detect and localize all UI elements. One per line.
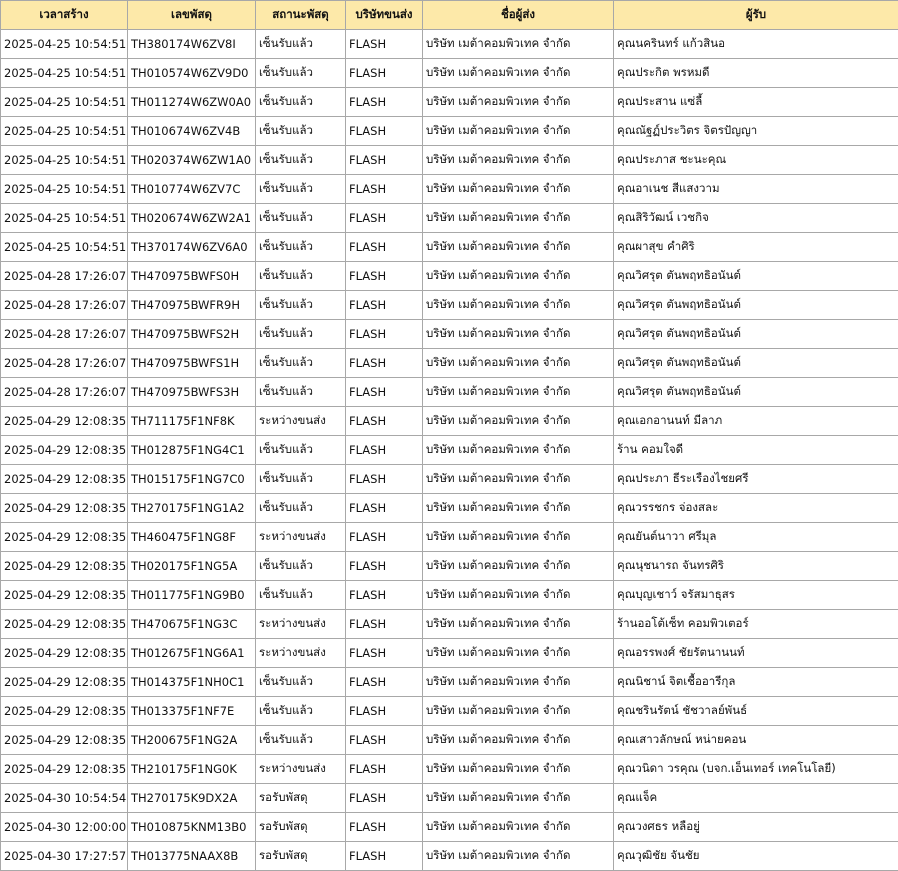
table-row[interactable]: [1, 436, 898, 465]
created-time-cell[interactable]: 2025-04-25 10:54:51: [1, 88, 128, 117]
header-parcel-status[interactable]: สถานะพัสดุ: [256, 1, 346, 30]
status-cell[interactable]: รอรับพัสดุ: [256, 842, 346, 871]
header-row: [1, 1, 898, 30]
tracking-number-cell[interactable]: TH711175F1NF8K: [128, 407, 256, 436]
recipient-cell[interactable]: คุณชรินรัตน์ ชัชวาลย์พันธ์: [614, 697, 898, 726]
recipient-cell[interactable]: คุณนครินทร์ แก้วสินอ: [614, 30, 898, 59]
carrier-cell[interactable]: FLASH: [346, 407, 423, 436]
carrier-cell[interactable]: FLASH: [346, 320, 423, 349]
table-row[interactable]: [1, 552, 898, 581]
status-cell[interactable]: เซ็นรับแล้ว: [256, 117, 346, 146]
table-row[interactable]: [1, 639, 898, 668]
sender-cell[interactable]: บริษัท เมต้าคอมพิวเทค จำกัด: [423, 523, 614, 552]
recipient-cell[interactable]: คุณประกิต พรหมดี: [614, 59, 898, 88]
recipient-cell[interactable]: คุณวิศรุต ตันพฤทธิอนันต์: [614, 349, 898, 378]
carrier-cell[interactable]: FLASH: [346, 784, 423, 813]
sender-cell[interactable]: บริษัท เมต้าคอมพิวเทค จำกัด: [423, 494, 614, 523]
recipient-cell[interactable]: คุณอาเนช สีแสงวาม: [614, 175, 898, 204]
created-time-cell[interactable]: 2025-04-29 12:08:35: [1, 610, 128, 639]
table-row[interactable]: [1, 233, 898, 262]
sender-cell[interactable]: บริษัท เมต้าคอมพิวเทค จำกัด: [423, 262, 614, 291]
table-body: [1, 30, 898, 871]
carrier-cell[interactable]: FLASH: [346, 88, 423, 117]
sender-cell[interactable]: บริษัท เมต้าคอมพิวเทค จำกัด: [423, 349, 614, 378]
sender-cell[interactable]: บริษัท เมต้าคอมพิวเทค จำกัด: [423, 88, 614, 117]
tracking-number-cell[interactable]: TH470975BWFR9H: [128, 291, 256, 320]
sender-cell[interactable]: บริษัท เมต้าคอมพิวเทค จำกัด: [423, 407, 614, 436]
table-row[interactable]: [1, 523, 898, 552]
status-cell[interactable]: เซ็นรับแล้ว: [256, 697, 346, 726]
recipient-cell[interactable]: คุณประสาน แซ่ลี้: [614, 88, 898, 117]
tracking-number-cell[interactable]: TH020374W6ZW1A0: [128, 146, 256, 175]
recipient-cell[interactable]: คุณนิชาน์ จิตเชื้ออารีกุล: [614, 668, 898, 697]
created-time-cell[interactable]: 2025-04-25 10:54:51: [1, 233, 128, 262]
sender-cell[interactable]: บริษัท เมต้าคอมพิวเทค จำกัด: [423, 813, 614, 842]
recipient-cell[interactable]: คุณณัฐฏ์ประวิตร จิตรปัญญา: [614, 117, 898, 146]
sender-cell[interactable]: บริษัท เมต้าคอมพิวเทค จำกัด: [423, 581, 614, 610]
carrier-cell[interactable]: FLASH: [346, 523, 423, 552]
recipient-cell[interactable]: คุณบุญเชาว์ จรัสมาธุสร: [614, 581, 898, 610]
tracking-number-cell[interactable]: TH210175F1NG0K: [128, 755, 256, 784]
header-carrier[interactable]: บริษัทขนส่ง: [346, 1, 423, 30]
recipient-cell[interactable]: ร้าน คอมใจดี: [614, 436, 898, 465]
created-time-cell[interactable]: 2025-04-28 17:26:07: [1, 291, 128, 320]
tracking-number-cell[interactable]: TH020175F1NG5A: [128, 552, 256, 581]
carrier-cell[interactable]: FLASH: [346, 668, 423, 697]
recipient-cell[interactable]: คุณประภา ธีระเรืองไชยศรี: [614, 465, 898, 494]
carrier-cell[interactable]: FLASH: [346, 175, 423, 204]
carrier-cell[interactable]: FLASH: [346, 59, 423, 88]
tracking-number-cell[interactable]: TH470975BWFS3H: [128, 378, 256, 407]
tracking-number-cell[interactable]: TH200675F1NG2A: [128, 726, 256, 755]
recipient-cell[interactable]: คุณประภาส ชะนะคุณ: [614, 146, 898, 175]
created-time-cell[interactable]: 2025-04-25 10:54:51: [1, 30, 128, 59]
sender-cell[interactable]: บริษัท เมต้าคอมพิวเทค จำกัด: [423, 204, 614, 233]
status-cell[interactable]: ระหว่างขนส่ง: [256, 523, 346, 552]
sender-cell[interactable]: บริษัท เมต้าคอมพิวเทค จำกัด: [423, 610, 614, 639]
recipient-cell[interactable]: คุณวงศธร หลือยู่: [614, 813, 898, 842]
created-time-cell[interactable]: 2025-04-25 10:54:51: [1, 204, 128, 233]
created-time-cell[interactable]: 2025-04-28 17:26:07: [1, 320, 128, 349]
carrier-cell[interactable]: FLASH: [346, 813, 423, 842]
table-row[interactable]: [1, 146, 898, 175]
sender-cell[interactable]: บริษัท เมต้าคอมพิวเทค จำกัด: [423, 639, 614, 668]
created-time-cell[interactable]: 2025-04-30 17:27:57: [1, 842, 128, 871]
carrier-cell[interactable]: FLASH: [346, 494, 423, 523]
tracking-number-cell[interactable]: TH010875KNM13B0: [128, 813, 256, 842]
status-cell[interactable]: ระหว่างขนส่ง: [256, 610, 346, 639]
created-time-cell[interactable]: 2025-04-29 12:08:35: [1, 523, 128, 552]
carrier-cell[interactable]: FLASH: [346, 755, 423, 784]
sender-cell[interactable]: บริษัท เมต้าคอมพิวเทค จำกัด: [423, 436, 614, 465]
tracking-number-cell[interactable]: TH012675F1NG6A1: [128, 639, 256, 668]
status-cell[interactable]: เซ็นรับแล้ว: [256, 552, 346, 581]
carrier-cell[interactable]: FLASH: [346, 581, 423, 610]
tracking-number-cell[interactable]: TH014375F1NH0C1: [128, 668, 256, 697]
sender-cell[interactable]: บริษัท เมต้าคอมพิวเทค จำกัด: [423, 697, 614, 726]
tracking-number-cell[interactable]: TH460475F1NG8F: [128, 523, 256, 552]
status-cell[interactable]: ระหว่างขนส่ง: [256, 755, 346, 784]
tracking-number-cell[interactable]: TH013775NAAX8B: [128, 842, 256, 871]
carrier-cell[interactable]: FLASH: [346, 639, 423, 668]
sender-cell[interactable]: บริษัท เมต้าคอมพิวเทค จำกัด: [423, 755, 614, 784]
header-recipient[interactable]: ผู้รับ: [614, 1, 898, 30]
sender-cell[interactable]: บริษัท เมต้าคอมพิวเทค จำกัด: [423, 146, 614, 175]
created-time-cell[interactable]: 2025-04-28 17:26:07: [1, 262, 128, 291]
table-row[interactable]: [1, 494, 898, 523]
status-cell[interactable]: ระหว่างขนส่ง: [256, 639, 346, 668]
recipient-cell[interactable]: คุณวิศรุต ตันพฤทธิอนันต์: [614, 320, 898, 349]
tracking-number-cell[interactable]: TH010674W6ZV4B: [128, 117, 256, 146]
tracking-number-cell[interactable]: TH013375F1NF7E: [128, 697, 256, 726]
created-time-cell[interactable]: 2025-04-29 12:08:35: [1, 465, 128, 494]
table-row[interactable]: [1, 407, 898, 436]
carrier-cell[interactable]: FLASH: [346, 842, 423, 871]
table-row[interactable]: [1, 30, 898, 59]
status-cell[interactable]: เซ็นรับแล้ว: [256, 320, 346, 349]
table-row[interactable]: [1, 784, 898, 813]
tracking-number-cell[interactable]: TH015175F1NG7C0: [128, 465, 256, 494]
tracking-number-cell[interactable]: TH011775F1NG9B0: [128, 581, 256, 610]
recipient-cell[interactable]: คุณสิริวัฒน์ เวชกิจ: [614, 204, 898, 233]
carrier-cell[interactable]: FLASH: [346, 436, 423, 465]
status-cell[interactable]: เซ็นรับแล้ว: [256, 175, 346, 204]
created-time-cell[interactable]: 2025-04-29 12:08:35: [1, 436, 128, 465]
recipient-cell[interactable]: ร้านออโต้เซ็ท คอมพิวเตอร์: [614, 610, 898, 639]
table-row[interactable]: [1, 668, 898, 697]
created-time-cell[interactable]: 2025-04-29 12:08:35: [1, 407, 128, 436]
recipient-cell[interactable]: คุณวนิดา วรคุณ (บจก.เอ็นเทอร์ เทคโนโลยี): [614, 755, 898, 784]
tracking-number-cell[interactable]: TH020674W6ZW2A1: [128, 204, 256, 233]
table-row[interactable]: [1, 755, 898, 784]
sender-cell[interactable]: บริษัท เมต้าคอมพิวเทค จำกัด: [423, 378, 614, 407]
tracking-number-cell[interactable]: TH470975BWFS1H: [128, 349, 256, 378]
table-row[interactable]: [1, 349, 898, 378]
carrier-cell[interactable]: FLASH: [346, 378, 423, 407]
tracking-number-cell[interactable]: TH470675F1NG3C: [128, 610, 256, 639]
table-row[interactable]: [1, 813, 898, 842]
sender-cell[interactable]: บริษัท เมต้าคอมพิวเทค จำกัด: [423, 30, 614, 59]
created-time-cell[interactable]: 2025-04-25 10:54:51: [1, 59, 128, 88]
header-created-time[interactable]: เวลาสร้าง: [1, 1, 128, 30]
created-time-cell[interactable]: 2025-04-29 12:08:35: [1, 639, 128, 668]
created-time-cell[interactable]: 2025-04-28 17:26:07: [1, 349, 128, 378]
header-sender-name[interactable]: ชื่อผู้ส่ง: [423, 1, 614, 30]
carrier-cell[interactable]: FLASH: [346, 117, 423, 146]
table-row[interactable]: [1, 291, 898, 320]
tracking-number-cell[interactable]: TH010574W6ZV9D0: [128, 59, 256, 88]
table-row[interactable]: [1, 320, 898, 349]
table-row[interactable]: [1, 59, 898, 88]
created-time-cell[interactable]: 2025-04-30 12:00:00: [1, 813, 128, 842]
sender-cell[interactable]: บริษัท เมต้าคอมพิวเทค จำกัด: [423, 59, 614, 88]
tracking-number-cell[interactable]: TH010774W6ZV7C: [128, 175, 256, 204]
created-time-cell[interactable]: 2025-04-29 12:08:35: [1, 668, 128, 697]
tracking-number-cell[interactable]: TH012875F1NG4C1: [128, 436, 256, 465]
status-cell[interactable]: เซ็นรับแล้ว: [256, 30, 346, 59]
status-cell[interactable]: เซ็นรับแล้ว: [256, 378, 346, 407]
recipient-cell[interactable]: คุณนุชนารถ จันทรศิริ: [614, 552, 898, 581]
status-cell[interactable]: เซ็นรับแล้ว: [256, 668, 346, 697]
sender-cell[interactable]: บริษัท เมต้าคอมพิวเทค จำกัด: [423, 465, 614, 494]
sender-cell[interactable]: บริษัท เมต้าคอมพิวเทค จำกัด: [423, 842, 614, 871]
sender-cell[interactable]: บริษัท เมต้าคอมพิวเทค จำกัด: [423, 784, 614, 813]
sender-cell[interactable]: บริษัท เมต้าคอมพิวเทค จำกัด: [423, 233, 614, 262]
created-time-cell[interactable]: 2025-04-25 10:54:51: [1, 175, 128, 204]
sender-cell[interactable]: บริษัท เมต้าคอมพิวเทค จำกัด: [423, 668, 614, 697]
carrier-cell[interactable]: FLASH: [346, 146, 423, 175]
created-time-cell[interactable]: 2025-04-29 12:08:35: [1, 726, 128, 755]
table-row[interactable]: [1, 378, 898, 407]
sender-cell[interactable]: บริษัท เมต้าคอมพิวเทค จำกัด: [423, 726, 614, 755]
carrier-cell[interactable]: FLASH: [346, 233, 423, 262]
status-cell[interactable]: เซ็นรับแล้ว: [256, 465, 346, 494]
table-row[interactable]: [1, 581, 898, 610]
sender-cell[interactable]: บริษัท เมต้าคอมพิวเทค จำกัด: [423, 552, 614, 581]
recipient-cell[interactable]: คุณแจ็ค: [614, 784, 898, 813]
status-cell[interactable]: รอรับพัสดุ: [256, 784, 346, 813]
sender-cell[interactable]: บริษัท เมต้าคอมพิวเทค จำกัด: [423, 175, 614, 204]
status-cell[interactable]: เซ็นรับแล้ว: [256, 204, 346, 233]
created-time-cell[interactable]: 2025-04-29 12:08:35: [1, 581, 128, 610]
recipient-cell[interactable]: คุณวุฒิชัย จันชัย: [614, 842, 898, 871]
status-cell[interactable]: เซ็นรับแล้ว: [256, 88, 346, 117]
created-time-cell[interactable]: 2025-04-29 12:08:35: [1, 552, 128, 581]
recipient-cell[interactable]: คุณยันต์นาวา ศรีมุล: [614, 523, 898, 552]
tracking-number-cell[interactable]: TH270175F1NG1A2: [128, 494, 256, 523]
table-row[interactable]: [1, 175, 898, 204]
carrier-cell[interactable]: FLASH: [346, 204, 423, 233]
created-time-cell[interactable]: 2025-04-28 17:26:07: [1, 378, 128, 407]
carrier-cell[interactable]: FLASH: [346, 349, 423, 378]
created-time-cell[interactable]: 2025-04-29 12:08:35: [1, 494, 128, 523]
recipient-cell[interactable]: คุณวิศรุต ตันพฤทธิอนันต์: [614, 378, 898, 407]
table-row[interactable]: [1, 117, 898, 146]
table-row[interactable]: [1, 697, 898, 726]
recipient-cell[interactable]: คุณวิศรุต ตันพฤทธิอนันต์: [614, 262, 898, 291]
carrier-cell[interactable]: FLASH: [346, 726, 423, 755]
carrier-cell[interactable]: FLASH: [346, 552, 423, 581]
tracking-number-cell[interactable]: TH470975BWFS2H: [128, 320, 256, 349]
table-row[interactable]: [1, 726, 898, 755]
table-row[interactable]: [1, 262, 898, 291]
created-time-cell[interactable]: 2025-04-25 10:54:51: [1, 117, 128, 146]
status-cell[interactable]: เซ็นรับแล้ว: [256, 291, 346, 320]
carrier-cell[interactable]: FLASH: [346, 697, 423, 726]
status-cell[interactable]: ระหว่างขนส่ง: [256, 407, 346, 436]
created-time-cell[interactable]: 2025-04-29 12:08:35: [1, 697, 128, 726]
status-cell[interactable]: เซ็นรับแล้ว: [256, 436, 346, 465]
carrier-cell[interactable]: FLASH: [346, 465, 423, 494]
status-cell[interactable]: เซ็นรับแล้ว: [256, 581, 346, 610]
sender-cell[interactable]: บริษัท เมต้าคอมพิวเทค จำกัด: [423, 320, 614, 349]
recipient-cell[interactable]: คุณเอกอานนท์ มีลาภ: [614, 407, 898, 436]
tracking-number-cell[interactable]: TH270175K9DX2A: [128, 784, 256, 813]
tracking-number-cell[interactable]: TH380174W6ZV8I: [128, 30, 256, 59]
carrier-cell[interactable]: FLASH: [346, 291, 423, 320]
table-row[interactable]: [1, 465, 898, 494]
status-cell[interactable]: เซ็นรับแล้ว: [256, 349, 346, 378]
recipient-cell[interactable]: คุณวรรชกร จ่องสละ: [614, 494, 898, 523]
recipient-cell[interactable]: คุณผาสุข คำศิริ: [614, 233, 898, 262]
table-row[interactable]: [1, 610, 898, 639]
status-cell[interactable]: เซ็นรับแล้ว: [256, 233, 346, 262]
status-cell[interactable]: เซ็นรับแล้ว: [256, 726, 346, 755]
carrier-cell[interactable]: FLASH: [346, 30, 423, 59]
recipient-cell[interactable]: คุณเสาวลักษณ์ หน่ายคอน: [614, 726, 898, 755]
tracking-number-cell[interactable]: TH011274W6ZW0A0: [128, 88, 256, 117]
recipient-cell[interactable]: คุณอรรพงศ์ ชัยรัตนานนท์: [614, 639, 898, 668]
status-cell[interactable]: เซ็นรับแล้ว: [256, 146, 346, 175]
table-row[interactable]: [1, 204, 898, 233]
header-tracking-number[interactable]: เลขพัสดุ: [128, 1, 256, 30]
table-row[interactable]: [1, 842, 898, 871]
created-time-cell[interactable]: 2025-04-30 10:54:54: [1, 784, 128, 813]
tracking-number-cell[interactable]: TH470975BWFS0H: [128, 262, 256, 291]
status-cell[interactable]: เซ็นรับแล้ว: [256, 494, 346, 523]
sender-cell[interactable]: บริษัท เมต้าคอมพิวเทค จำกัด: [423, 117, 614, 146]
created-time-cell[interactable]: 2025-04-25 10:54:51: [1, 146, 128, 175]
tracking-number-cell[interactable]: TH370174W6ZV6A0: [128, 233, 256, 262]
table-row[interactable]: [1, 88, 898, 117]
status-cell[interactable]: รอรับพัสดุ: [256, 813, 346, 842]
created-time-cell[interactable]: 2025-04-29 12:08:35: [1, 755, 128, 784]
recipient-cell[interactable]: คุณวิศรุต ตันพฤทธิอนันต์: [614, 291, 898, 320]
carrier-cell[interactable]: FLASH: [346, 262, 423, 291]
status-cell[interactable]: เซ็นรับแล้ว: [256, 59, 346, 88]
carrier-cell[interactable]: FLASH: [346, 610, 423, 639]
sender-cell[interactable]: บริษัท เมต้าคอมพิวเทค จำกัด: [423, 291, 614, 320]
status-cell[interactable]: เซ็นรับแล้ว: [256, 262, 346, 291]
